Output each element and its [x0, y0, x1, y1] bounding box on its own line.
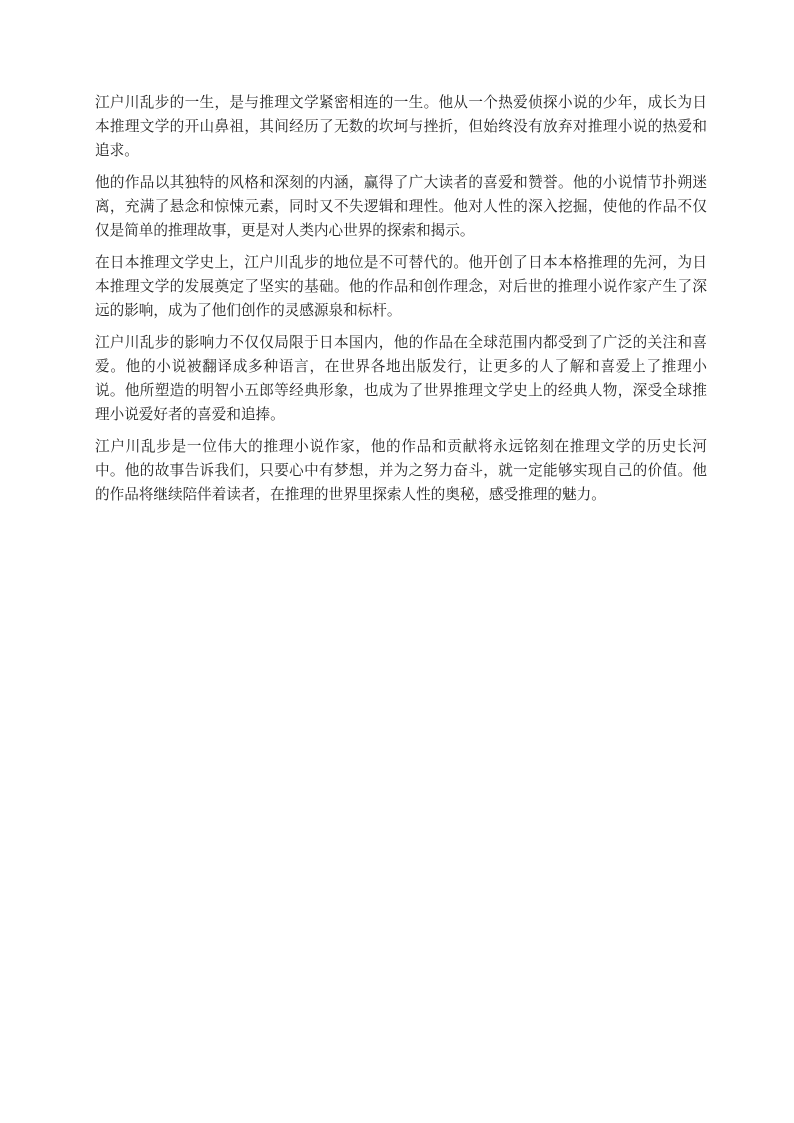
paragraph-5: 江户川乱步是一位伟大的推理小说作家，他的作品和贡献将永远铭刻在推理文学的历史长河中。他的故事告诉我们，只要心中有梦想，并为之努力奋斗，就一定能够实现自己的价值。他的作品将继续陪伴着读者，在推理的世界里探索人性的奥秘，感受推理的魅力。	[95, 438, 707, 503]
paragraph-2: 他的作品以其独特的风格和深刻的内涵，赢得了广大读者的喜爱和赞誉。他的小说情节扑朔迷离，充满了悬念和惊悚元素，同时又不失逻辑和理性。他对人性的深入挖掘，使他的作品不仅仅是简单的推理故事，更是对人类内心世界的探索和揭示。	[95, 174, 707, 239]
paragraph-4: 江户川乱步的影响力不仅仅局限于日本国内，他的作品在全球范围内都受到了广泛的关注和喜爱。他的小说被翻译成多种语言，在世界各地出版发行，让更多的人了解和喜爱上了推理小说。他所塑造的明智小五郎等经典形象，也成为了世界推理文学史上的经典人物，深受全球推理小说爱好者的喜爱和追捧。	[95, 334, 707, 423]
paragraph-3: 在日本推理文学史上，江户川乱步的地位是不可替代的。他开创了日本本格推理的先河，为日本推理文学的发展奠定了坚实的基础。他的作品和创作理念，对后世的推理小说作家产生了深远的影响，成为了他们创作的灵感源泉和标杆。	[95, 254, 707, 319]
document-body	[95, 91, 707, 515]
paragraph-1: 江户川乱步的一生，是与推理文学紧密相连的一生。他从一个热爱侦探小说的少年，成长为日本推理文学的开山鼻祖，其间经历了无数的坎坷与挫折，但始终没有放弃对推理小说的热爱和追求。	[95, 94, 707, 159]
